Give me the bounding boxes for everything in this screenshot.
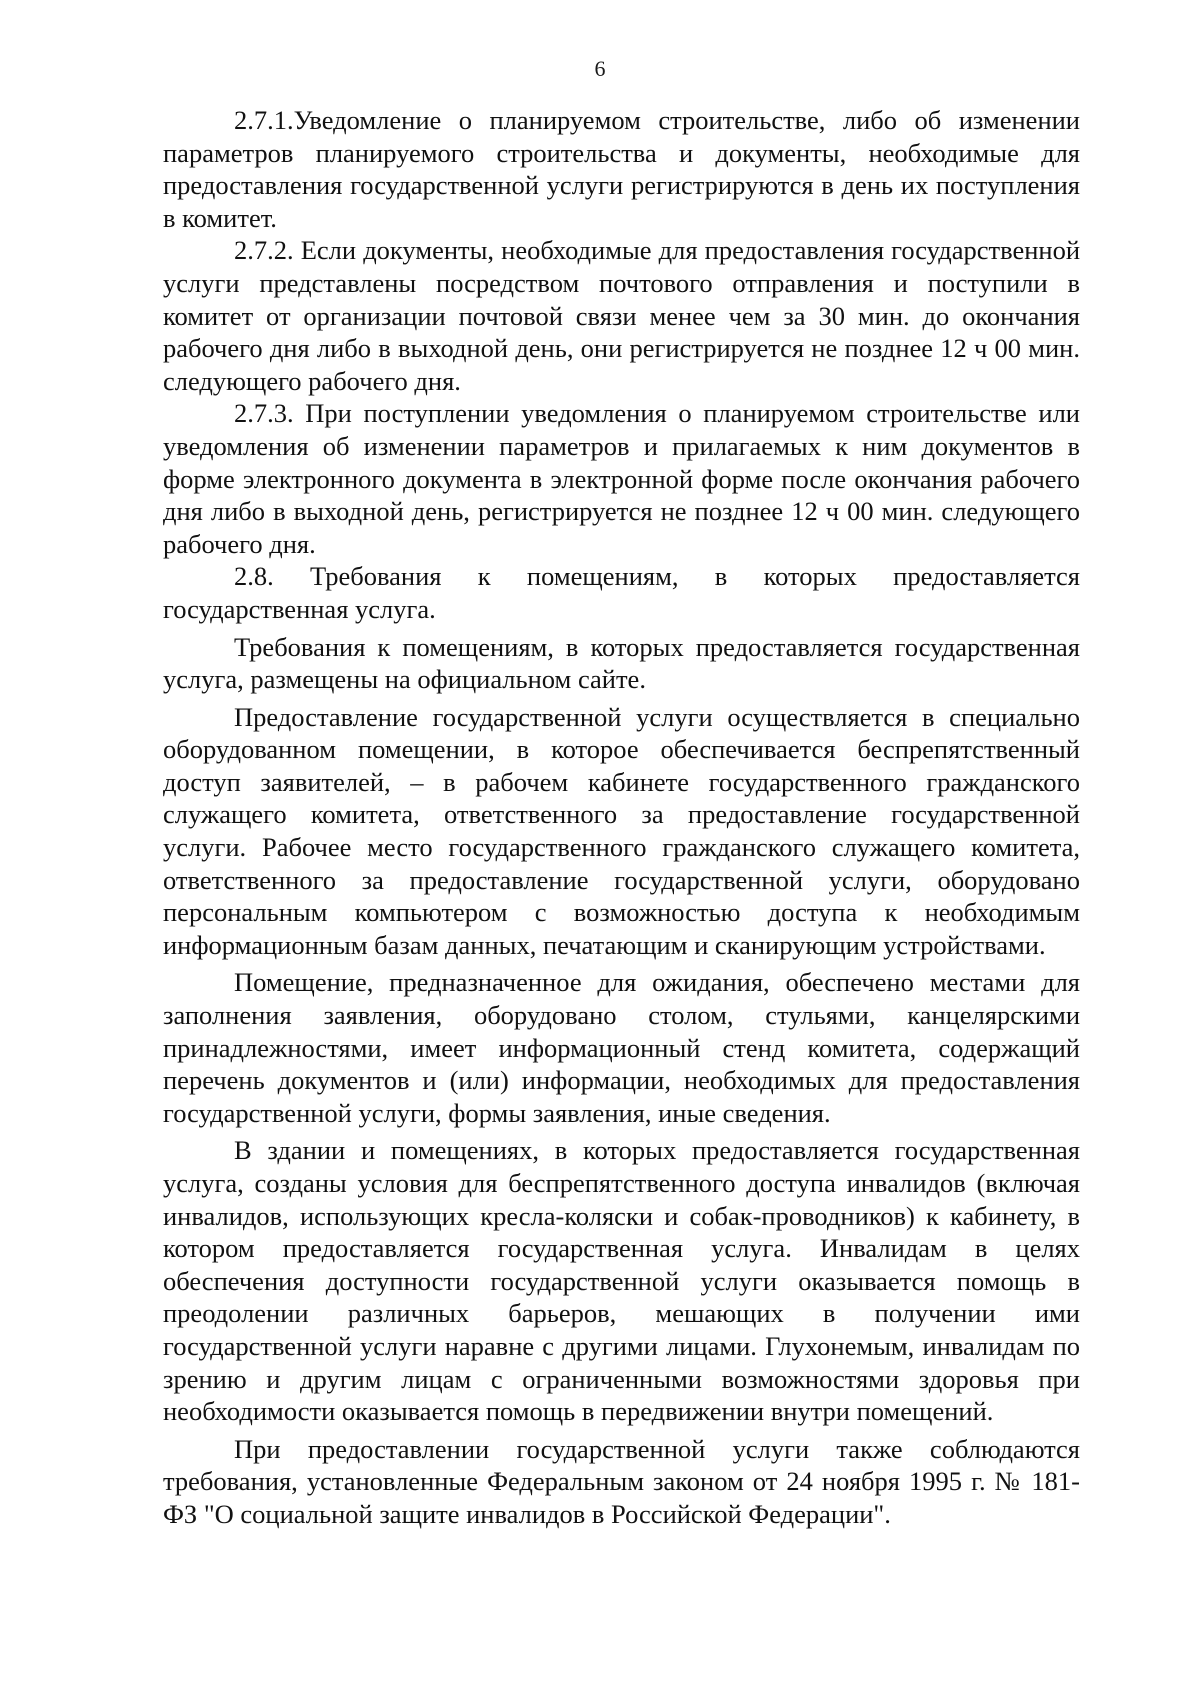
paragraph-service-premises: Предоставление государственной услуги осуществляется в специально оборудованном помещении, в которое обеспечивается беспрепятственный доступ заявителей, – в рабочем кабинете государственного гражданского служащего комитета, ответственного за предоставление государственной услуги. Рабочее место государственного гражданского служащего комитета, ответственного за предоставление государственной услуги, оборудовано персональным компьютером с возможностью доступа к необходимым информационным базам данных, печатающим и сканирующим устройствами.: [163, 701, 1080, 960]
paragraph-requirements-site: Требования к помещениям, в которых предоставляется государственная услуга, размещены на официальном сайте.: [163, 631, 1080, 695]
paragraph-2-7-1: 2.7.1.Уведомление о планируемом строительстве, либо об изменении параметров планируемого строительства и документы, необходимые для предоставления государственной услуги регистрируются в день их поступления в комитет.: [163, 105, 1080, 233]
paragraph-2-8: 2.8. Требования к помещениям, в которых предоставляется государственная услуга.: [163, 561, 1080, 624]
paragraph-2-7-2: 2.7.2. Если документы, необходимые для предоставления государственной услуги представлены посредством почтового отправления и поступили в комитет от организации почтовой связи менее чем за 30 мин. до окончания рабочего дня либо в выходной день, они регистрируется не позднее 12 ч 00 мин. следующего рабочего дня.: [163, 235, 1080, 396]
page-number: 6: [594, 56, 606, 81]
paragraph-accessibility: В здании и помещениях, в которых предоставляется государственная услуга, созданы условия для беспрепятственного доступа инвалидов (включая инвалидов, использующих кресла-коляски и собак-проводников) к кабинету, в котором предоставляется государственная услуга. Инвалидам в целях обеспечения доступности государственной услуги оказывается помощь в преодолении различных барьеров, мешающих в получении ими государственной услуги наравне с другими лицами. Глухонемым, инвалидам по зрению и другим лицам с ограниченными возможностями здоровья при необходимости оказывается помощь в передвижении внутри помещений.: [163, 1135, 1080, 1427]
paragraph-2-7-3: 2.7.3. При поступлении уведомления о планируемом строительстве или уведомления об изменении параметров и прилагаемых к ним документов в форме электронного документа в электронной форме после окончания рабочего дня либо в выходной день, регистрируется не позднее 12 ч 00 мин. следующего рабочего дня.: [163, 398, 1080, 559]
document-body: [163, 104, 1080, 1531]
paragraph-waiting-room: Помещение, предназначенное для ожидания, обеспечено местами для заполнения заявления, оборудовано столом, стульями, канцелярскими принадлежностями, имеет информационный стенд комитета, содержащий перечень документов и (или) информации, необходимых для предоставления государственной услуги, формы заявления, иные сведения.: [163, 967, 1080, 1128]
paragraph-federal-law: При предоставлении государственной услуги также соблюдаются требования, установленные Федеральным законом от 24 ноября 1995 г. № 181-ФЗ "О социальной защите инвалидов в Российской Федерации".: [163, 1433, 1080, 1529]
